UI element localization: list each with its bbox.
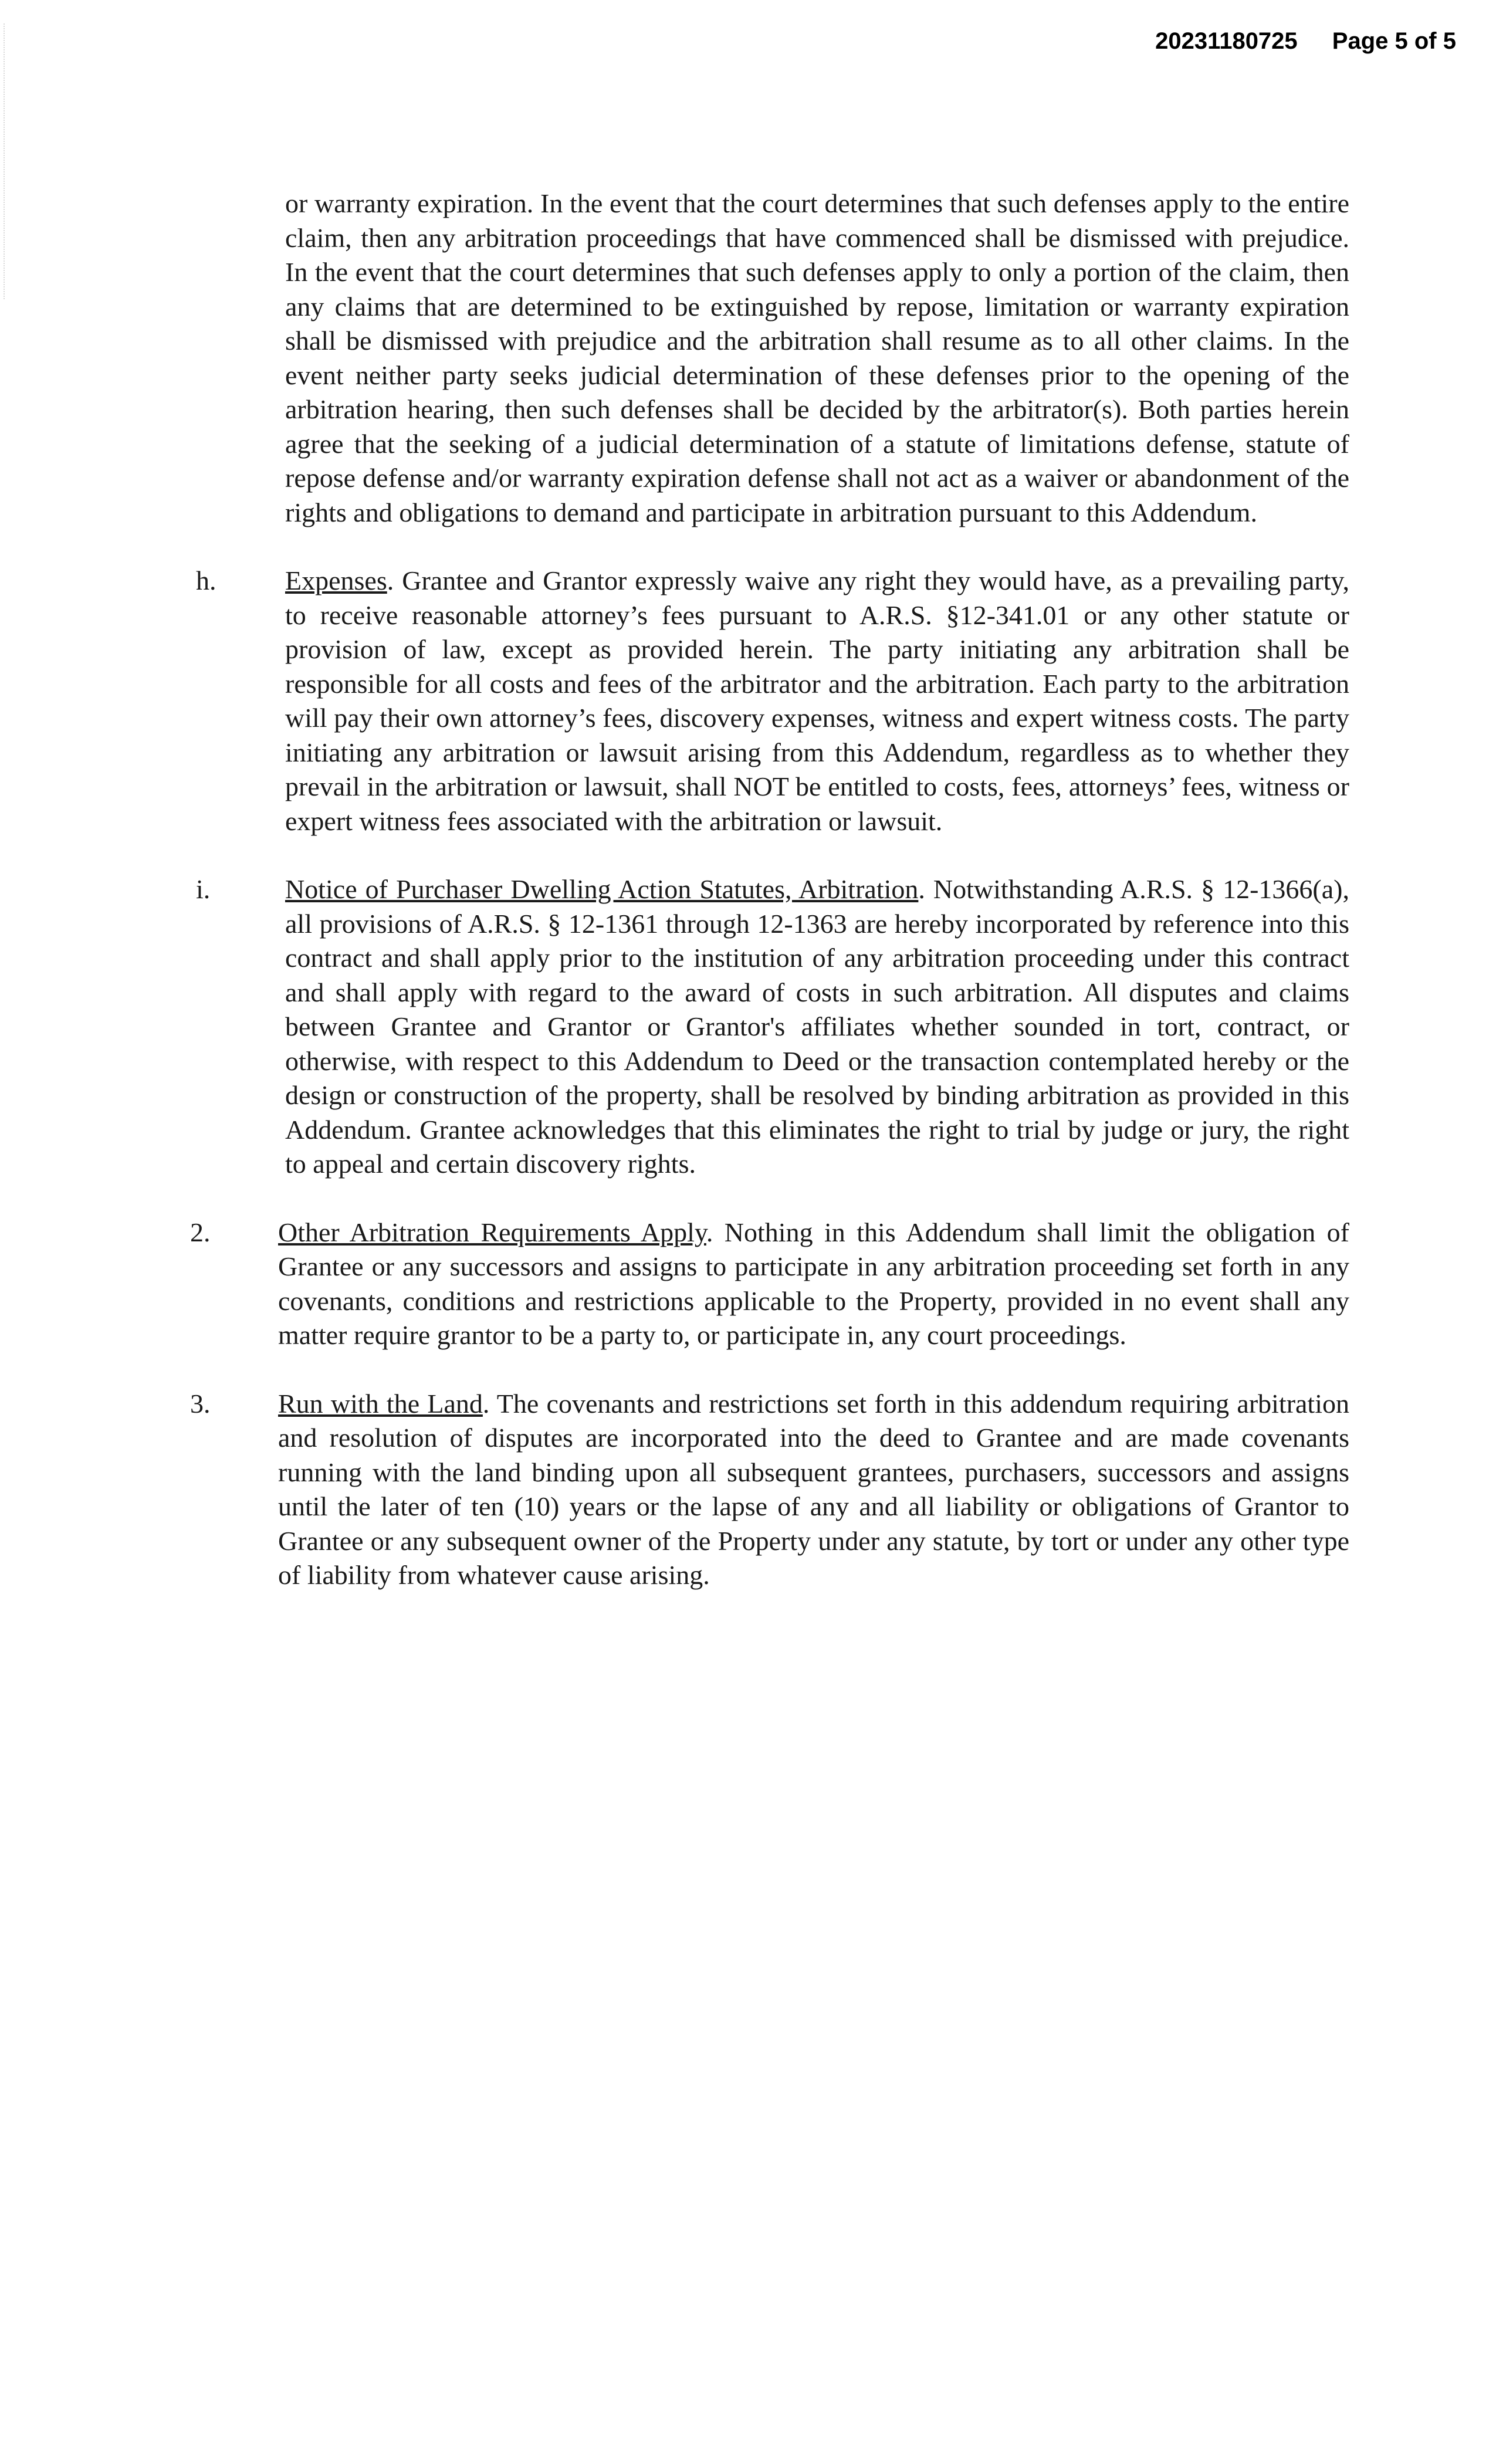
- paragraph-g-continuation: [285, 187, 1349, 530]
- paragraph-label: 2.: [190, 1217, 211, 1247]
- paragraph-heading: Run with the Land: [278, 1388, 483, 1419]
- paragraph-text: . Grantee and Grantor expressly waive any right they would have, as a prevailing party, to receive reasonable attorney’s fees pursuant to A.R.S. §12-341.01 or any other statute or provision of law, except as provided herein. The party initiating any arbitration shall be responsible for all costs and fees of the arbitrator and the arbitration. Each party to the arbitration will pay their own attorney’s fees, discovery expenses, witness and expert witness costs. The party initiating any arbitration or lawsuit arising from this Addendum, regardless as to whether they prevail in the arbitration or lawsuit, shall NOT be entitled to costs, fees, attorneys’ fees, witness or expert witness fees associated with the arbitration or lawsuit.: [285, 566, 1349, 836]
- paragraph-3-run-with-land: [190, 1387, 1349, 1593]
- document-body: [0, 187, 1496, 1593]
- paragraph-heading: Expenses: [285, 566, 387, 595]
- paragraph-h-expenses: [196, 564, 1349, 838]
- paragraph-2-other-arbitration: [190, 1216, 1349, 1353]
- page-header: [1155, 28, 1456, 55]
- paragraph-text: . Notwithstanding A.R.S. § 12-1366(a), all provisions of A.R.S. § 12-1361 through 12-1363 are hereby incorporated by reference into this contract and shall apply prior to the institution of any arbitration proceeding under this contract and shall apply with regard to the award of costs in such arbitration. All disputes and claims between Grantee and Grantor or Grantor's affiliates whether sounded in tort, contract, or otherwise, with respect to this Addendum to Deed or the transaction contemplated hereby or the design or construction of the property, shall be resolved by binding arbitration as provided in this Addendum. Grantee acknowledges that this eliminates the right to trial by judge or jury, the right to appeal and certain discovery rights.: [285, 874, 1349, 1179]
- paragraph-text: or warranty expiration. In the event that the court determines that such defenses apply to the entire claim, then any arbitration proceedings that have commenced shall be dismissed with prejudice. In the event that the court determines that such defenses apply to only a portion of the claim, then any claims that are determined to be extinguished by repose, limitation or warranty expiration shall be dismissed with prejudice and the arbitration shall resume as to all other claims. In the event neither party seeks judicial determination of these defenses prior to the opening of the arbitration hearing, then such defenses shall be decided by the arbitrator(s). Both parties herein agree that the seeking of a judicial determination of a statute of limitations defense, statute of repose defense and/or warranty expiration defense shall not act as a waiver or abandonment of the rights and obligations to demand and participate in arbitration pursuant to this Addendum.: [285, 188, 1349, 527]
- page-number-label: Page 5 of 5: [1332, 28, 1456, 54]
- paragraph-text: . Nothing in this Addendum shall limit the obligation of Grantee or any successors and assigns to participate in any arbitration proceeding set forth in any covenants, conditions and restrictions applicable to the Property, provided in no event shall any matter require grantor to be a party to, or participate in, any court proceedings.: [278, 1217, 1349, 1350]
- paragraph-text: . The covenants and restrictions set forth in this addendum requiring arbitration and resolution of disputes are incorporated into the deed to Grantee and are made covenants running with the land binding upon all subsequent grantees, purchasers, successors and assigns until the later of ten (10) years or the lapse of any and all liability or obligations of Grantor to Grantee or any subsequent owner of the Property under any statute, by tort or under any other type of liability from whatever cause arising.: [278, 1388, 1349, 1590]
- paragraph-label: h.: [196, 566, 216, 595]
- paragraph-i-notice: [196, 872, 1349, 1182]
- paragraph-label: 3.: [190, 1388, 211, 1419]
- document-number: 20231180725: [1155, 28, 1298, 54]
- paragraph-heading: Other Arbitration Requirements Apply: [278, 1217, 706, 1247]
- paragraph-label: i.: [196, 874, 211, 904]
- paragraph-heading: Notice of Purchaser Dwelling Action Statutes, Arbitration: [285, 874, 919, 904]
